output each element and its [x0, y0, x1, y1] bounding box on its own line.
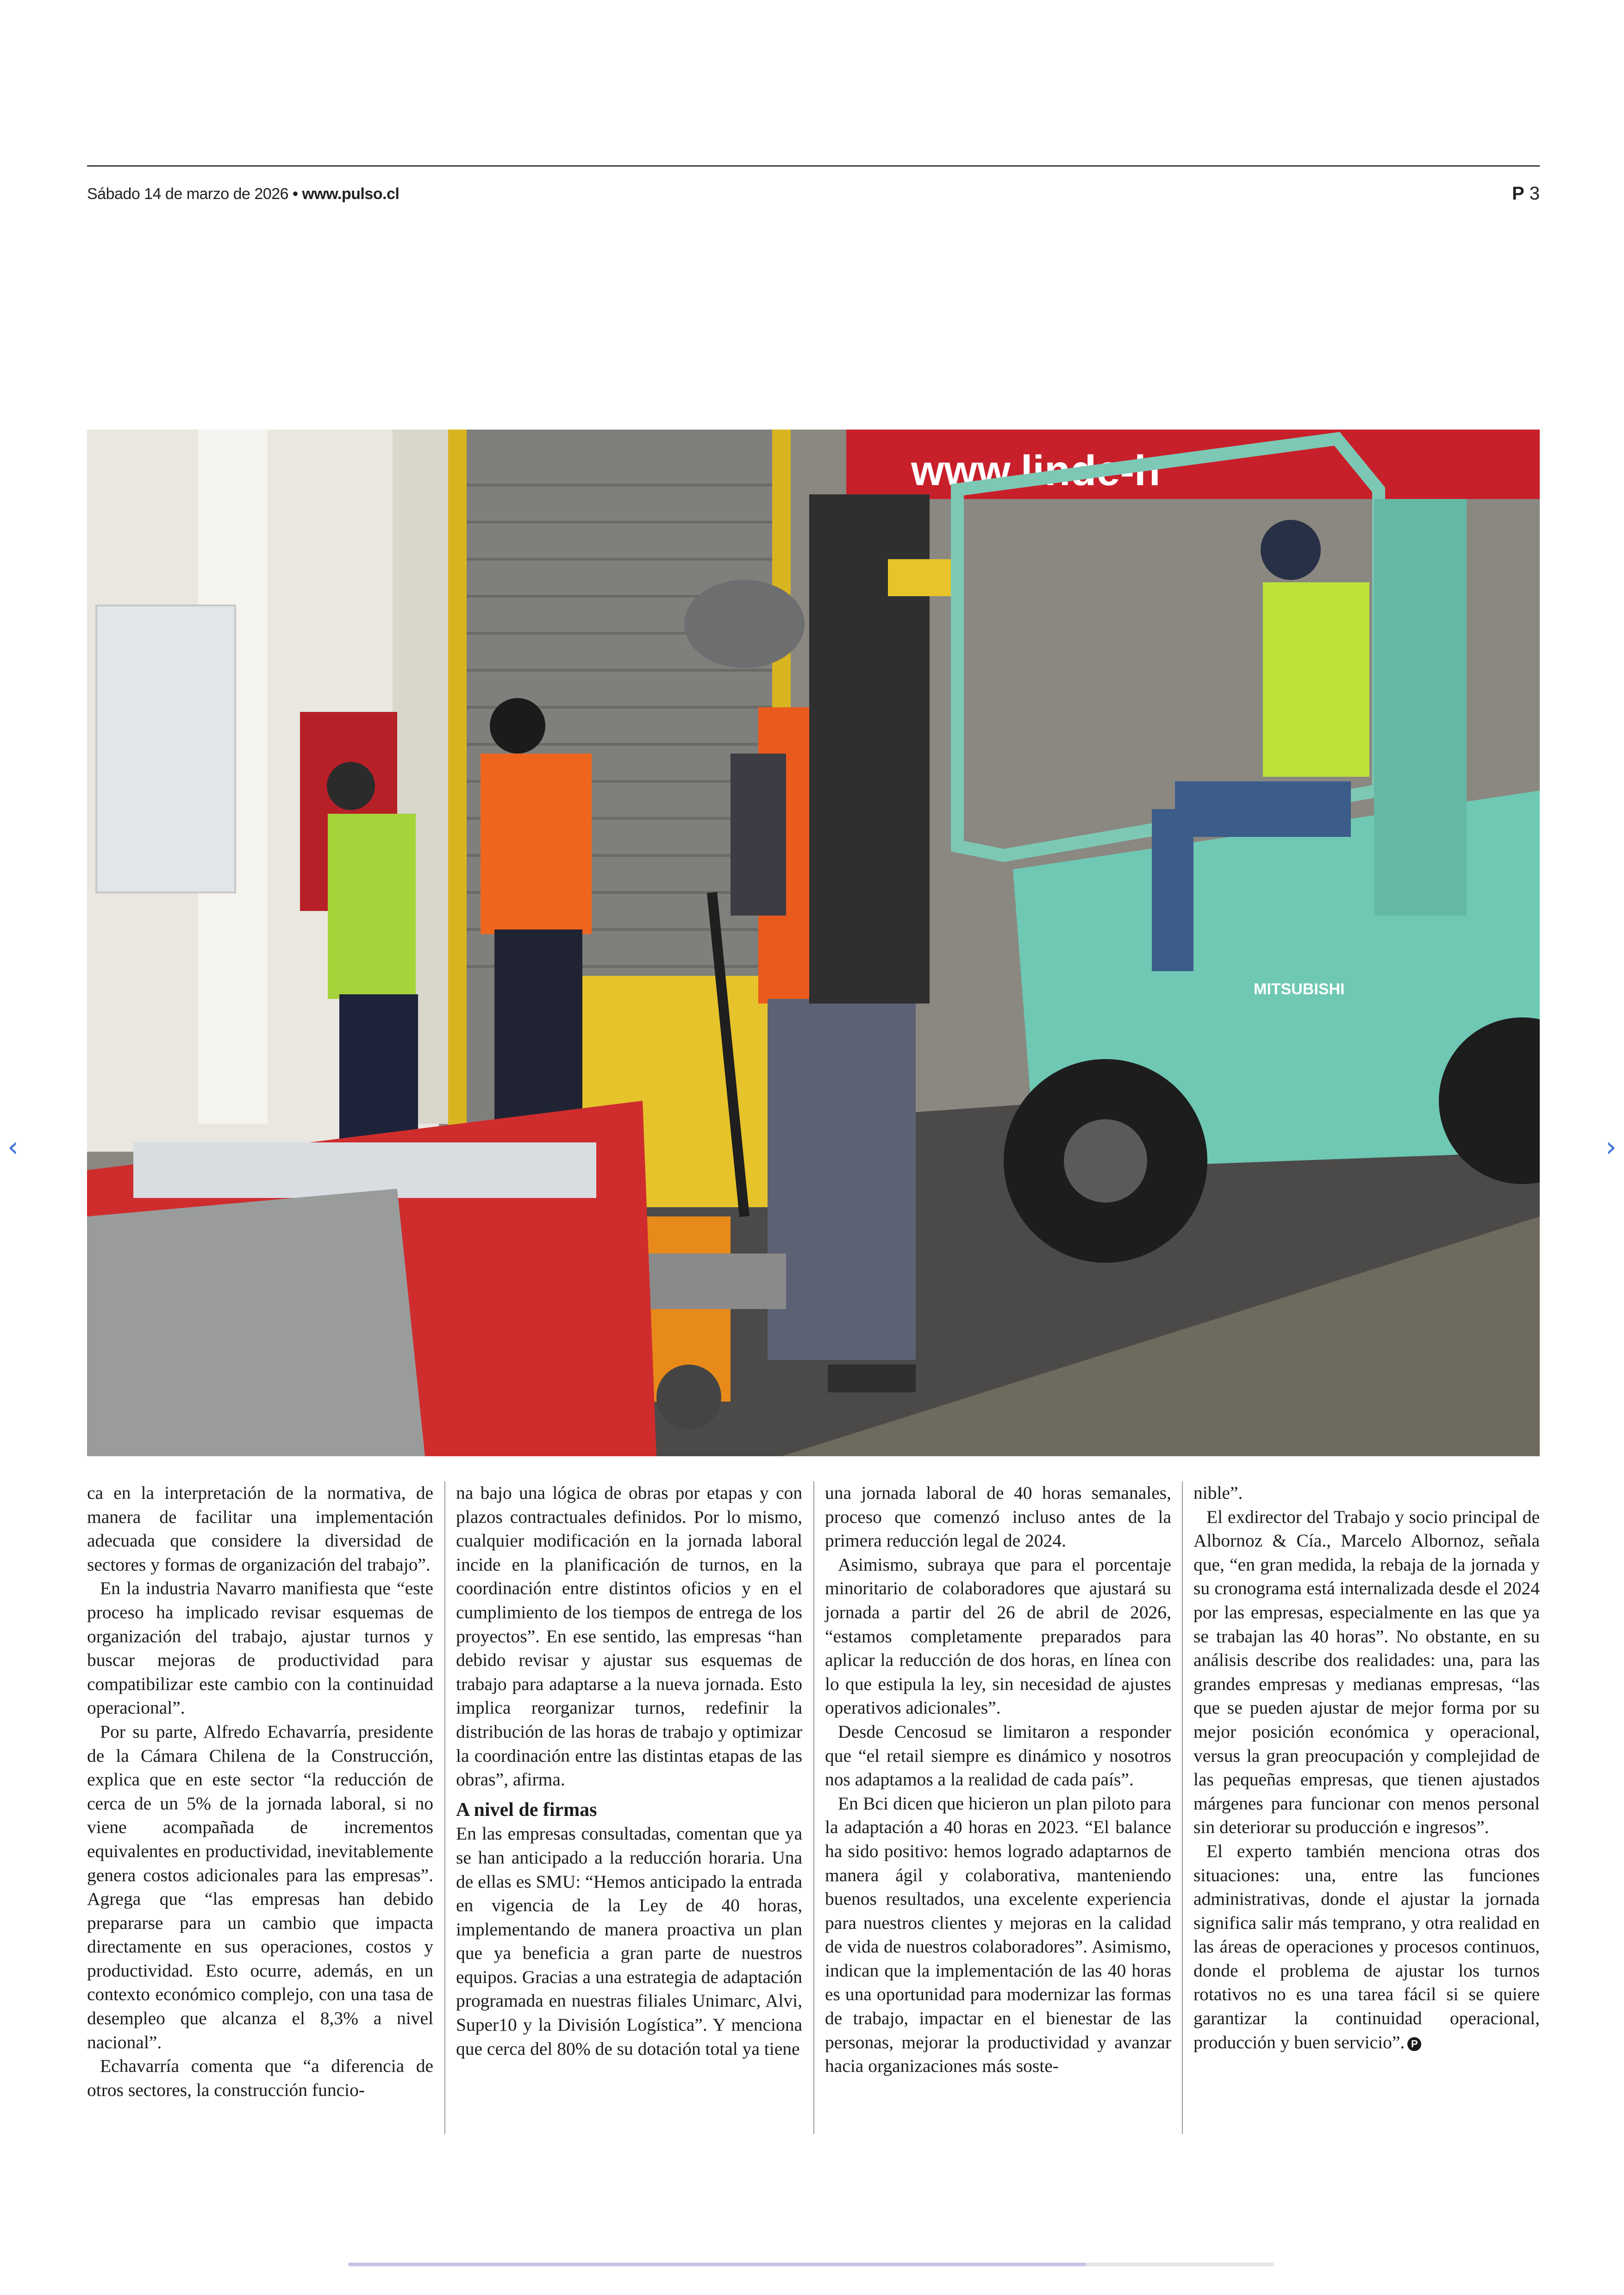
paragraph: En la industria Navarro manifiesta que “este proceso ha implicado revisar esquemas de organización del trabajo, ajustar turnos y buscar mejoras de productividad para compatibilizar este cambio con la continuidad operacional”.: [87, 1578, 433, 1718]
article-body: [87, 1481, 1540, 2134]
site-url[interactable]: www.pulso.cl: [302, 185, 400, 203]
page-number: [1512, 183, 1540, 204]
column-divider: [444, 1481, 445, 2134]
article-column-2: [456, 1481, 802, 2134]
article-column-3: [825, 1481, 1171, 2134]
warehouse-forklift-photo: [87, 430, 1540, 1456]
column-divider: [813, 1481, 814, 2134]
article-photo: [87, 430, 1540, 1456]
forklift-brand: MITSUBISHI: [1254, 980, 1345, 998]
paragraph-text: El experto también menciona otras dos situaciones: una, entre las funciones administrativas, donde el ajustar la jornada significa salir más temprano, y otra realidad en las áreas de operaciones y procesos continuos, donde el problema de ajustar los turnos rotativos no es una tarea fácil si se quiere garantizar la continuidad operacional, producción y buen servicio”.: [1193, 1840, 1540, 2052]
paragraph: El exdirector del Trabajo y socio principal de Albornoz & Cía., Marcelo Albornoz, señala que, “en gran medida, la rebaja de la jornada y su cronograma está internalizada desde el 2024 por las empresas, especialmente en las que ya se trabajan las 40 horas”. No obstante, en su análisis describe dos realidades: una, para las grandes empresas y medianas empresas, “las que se pueden ajustar de mejor forma por su mejor posición económica y operacional, versus la gran preocupación y complejidad de las pequeñas empresas, que tienen ajustados márgenes para funcionar con menos personal sin deteriorar su producción e ingresos”.: [1193, 1506, 1540, 1838]
previous-page-arrow-icon[interactable]: ‹: [7, 1131, 19, 1163]
page-number-value: 3: [1529, 183, 1540, 204]
issue-date: Sábado 14 de marzo de 2026: [87, 185, 289, 203]
article-column-1: [87, 1481, 433, 2134]
paragraph-final: [1193, 1840, 1540, 2054]
paragraph: Asimismo, subraya que para el porcentaje minoritario de colaboradores que ajustará su jornada a partir del 26 de abril de 2026, “estamos completamente preparados para aplicar la reducción de dos horas, en línea con lo que estipula la ley, sin necesidad de ajustes operativos adicionales”.: [825, 1554, 1171, 1718]
paragraph: nible”.: [1193, 1483, 1243, 1503]
paragraph: En las empresas consultadas, comentan que ya se han anticipado a la reducción horaria. Una de ellas es SMU: “Hemos anticipado la entrada en vigencia de la Ley de 40 horas, implementando de manera proactiva un plan que ya beneficia a gran parte de nuestros equipos. Gracias a una estrategia de adaptación programada en nuestras filiales Unimarc, Alvi, Super10 y la División Logística”. Y menciona que cerca del 80% de su dotación total ya tiene: [456, 1823, 802, 2059]
article-column-4: [1193, 1481, 1540, 2134]
paragraph: Por su parte, Alfredo Echavarría, presidente de la Cámara Chilena de la Construcción, explica que en este sector “la reducción de cerca de un 5% de la jornada laboral, si no viene acompañada de incrementos equivalentes en productividad, inevitablemente genera costos adicionales para las empresas”. Agrega que “las empresas han debido prepararse para un cambio que impacta directamente en sus operaciones, costos y productividad. Esto ocurre, además, en un contexto económico complejo, con una tasa de desempleo que alcanza el 8,3% a nivel nacional”.: [87, 1721, 433, 2052]
paragraph: Echavarría comenta que “a diferencia de otros sectores, la construcción funcio-: [87, 2056, 433, 2100]
next-page-arrow-icon[interactable]: ›: [1605, 1131, 1617, 1163]
paragraph: ca en la interpretación de la normativa, de manera de facilitar una implementación adecuada que considere la diversidad de sectores y formas de organización del trabajo”.: [87, 1483, 433, 1575]
paragraph: na bajo una lógica de obras por etapas y con plazos contractuales definidos. Por lo mismo, cualquier modificación en la jornada laboral incide en la planificación de turnos, en la coordinación entre distintos oficios y en el cumplimiento de los tiempos de entrega de los proyectos”. En ese sentido, las empresas “han debido revisar y ajustar sus esquemas de trabajo para adaptarse a la nueva jornada. Esto implica reorganizar turnos, redefinir la distribución de las horas de trabajo y optimizar la coordinación entre las distintas etapas de las obras”, afirma.: [456, 1483, 802, 1790]
dateline-separator: •: [292, 185, 298, 203]
end-of-article-icon: P: [1407, 2037, 1421, 2051]
banner-text: www.linde-h: [911, 447, 1161, 494]
paragraph: En Bci dicen que hicieron un plan piloto para la adaptación a 40 horas en 2023. “El balance ha sido positivo: hemos logrado adaptarnos de manera ágil y colaborativa, manteniendo buenos resultados, una excelente experiencia para nuestros clientes y mejoras en la calidad de vida de nuestros colaboradores”. Asimismo, indican que la implementación de las 40 horas es una oportunidad para modernizar las formas de trabajo, impactar en el bienestar de las personas, mejorar la productividad y avanzar hacia organizaciones más soste-: [825, 1793, 1171, 2077]
section-letter: P: [1512, 183, 1524, 204]
section-subhead: A nivel de firmas: [456, 1799, 597, 1821]
header-dateline: [87, 185, 399, 203]
paragraph: Desde Cencosud se limitaron a responder que “el retail siempre es dinámico y nosotros nos adaptamos a la realidad de cada país”.: [825, 1721, 1171, 1790]
horizontal-scrollbar-thumb[interactable]: [348, 2263, 1086, 2266]
header-rule: [87, 165, 1540, 167]
paragraph: una jornada laboral de 40 horas semanales, proceso que comenzó incluso antes de la primera reducción legal de 2024.: [825, 1483, 1171, 1551]
column-divider: [1182, 1481, 1183, 2134]
